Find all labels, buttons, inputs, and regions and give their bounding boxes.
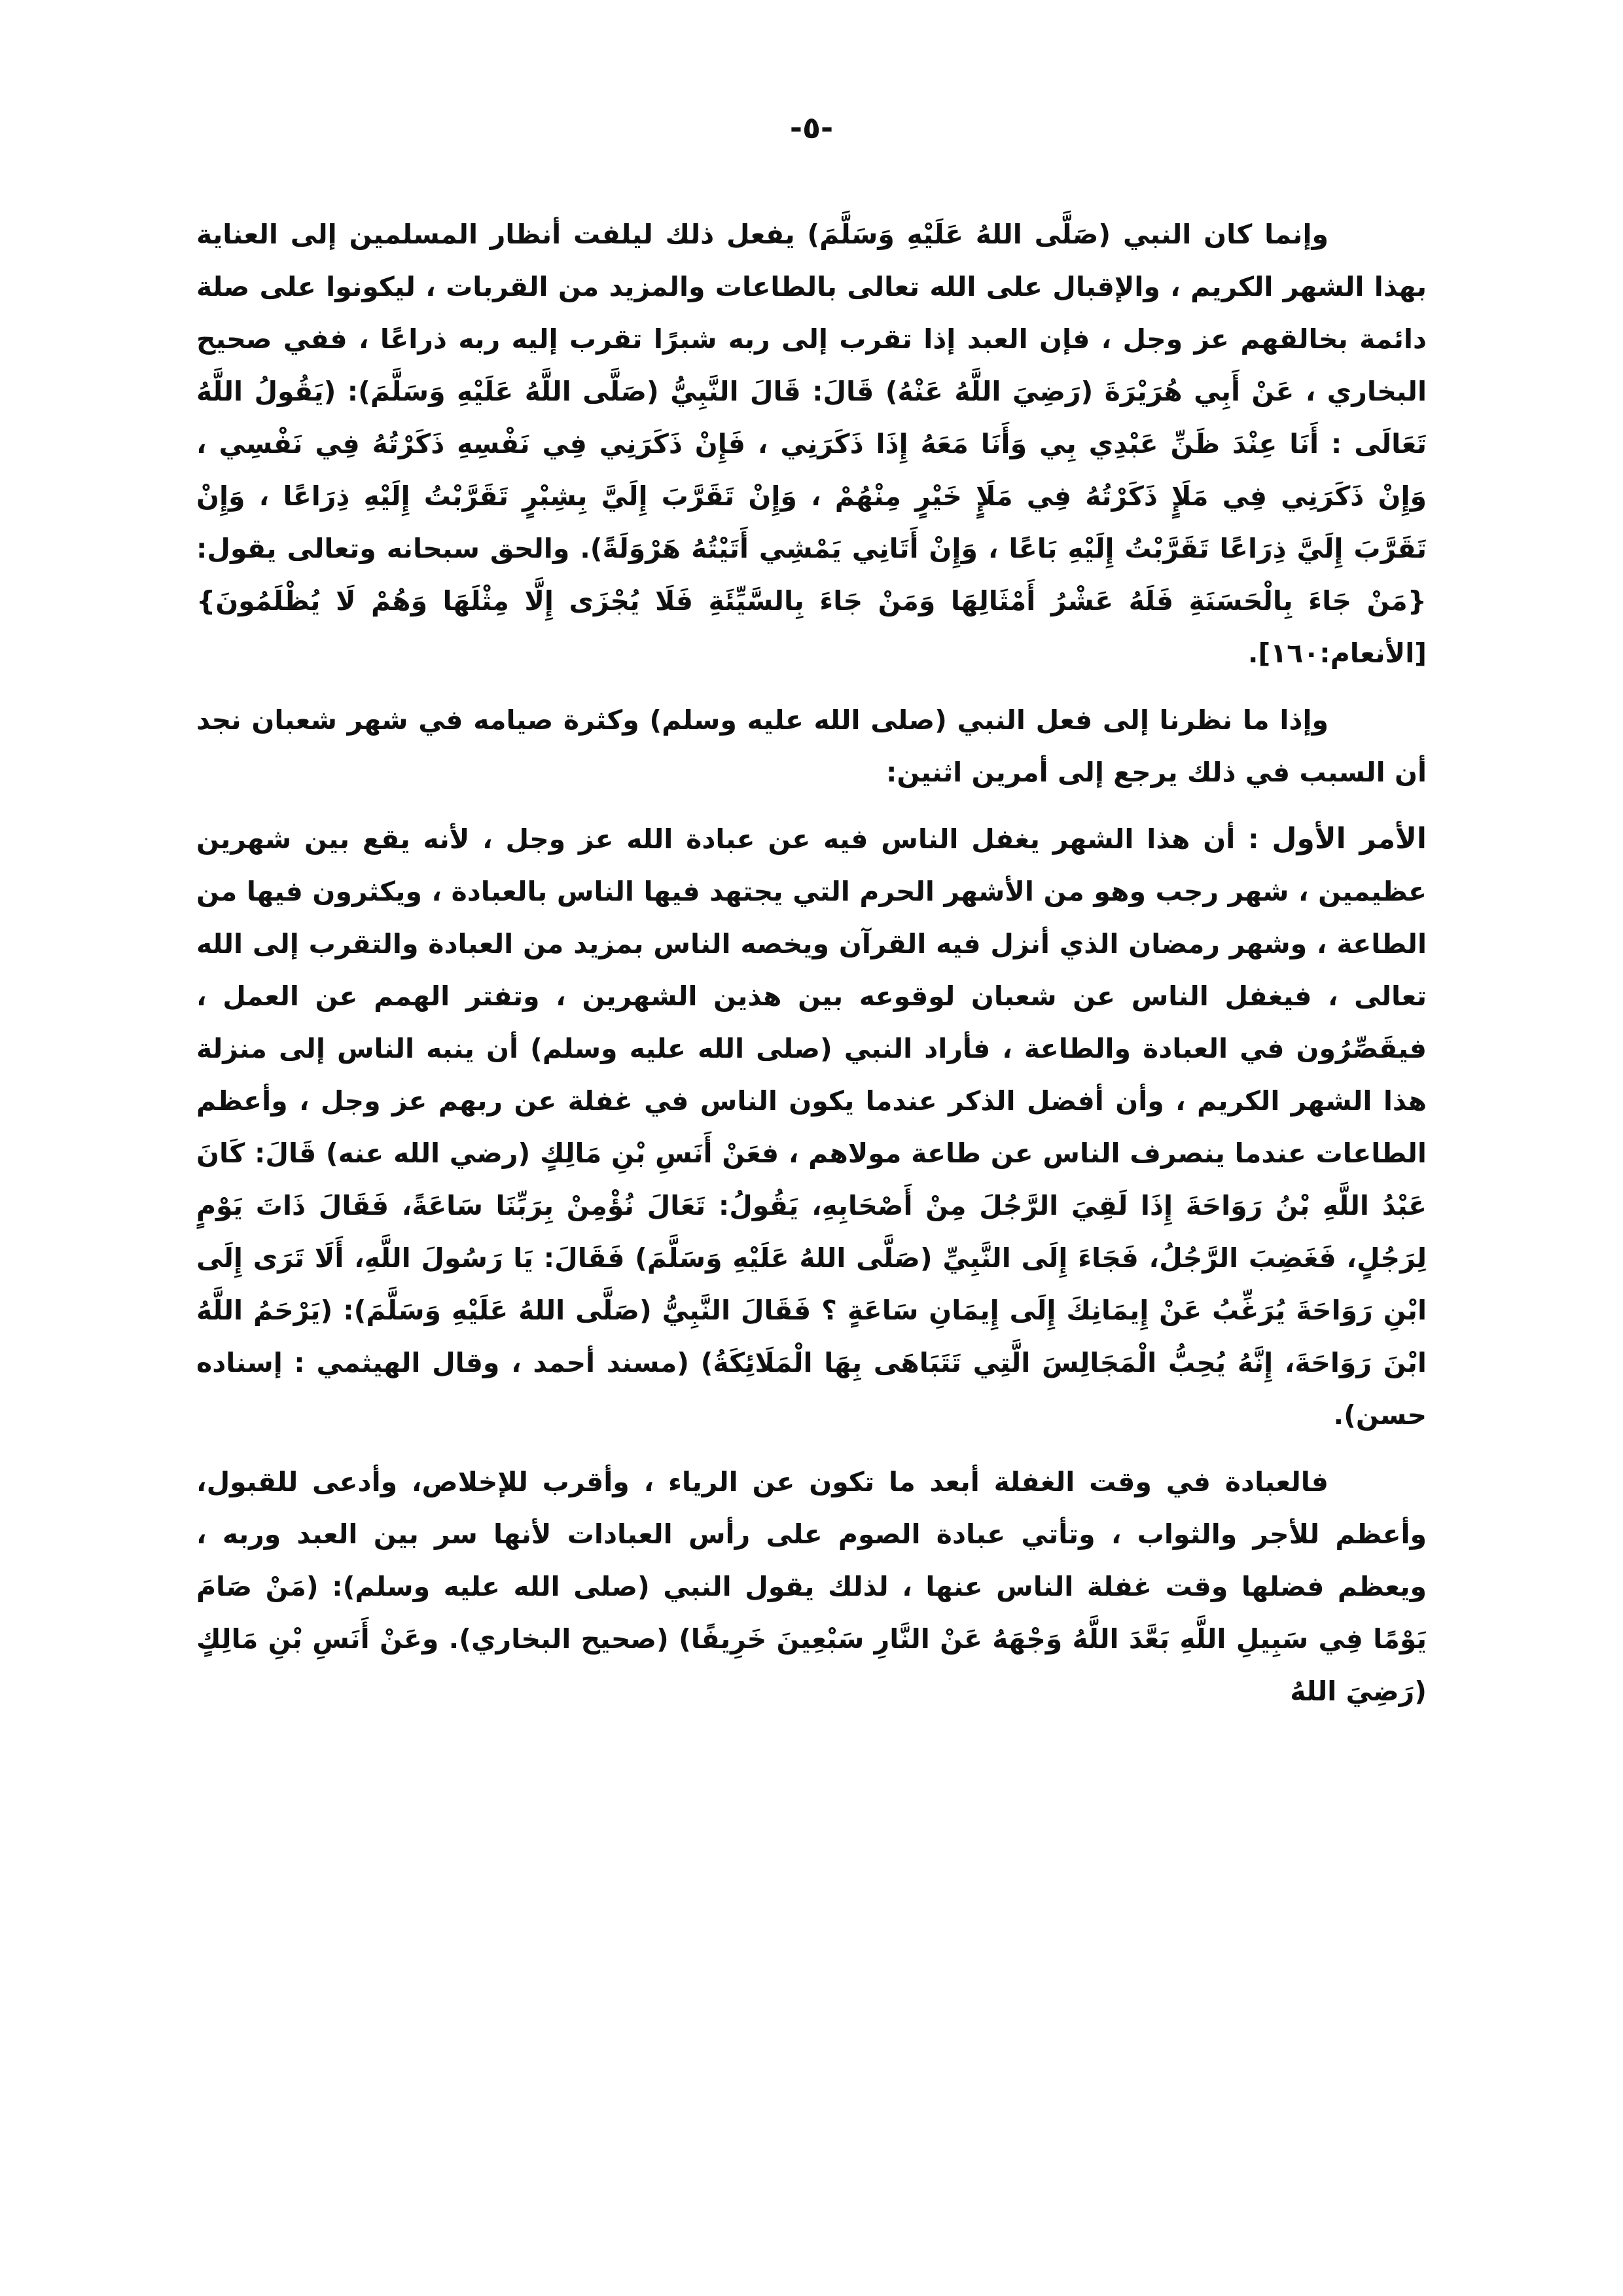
paragraph-4-text: فالعبادة في وقت الغفلة أبعد ما تكون عن الرياء ، وأقرب للإخلاص، وأدعى للقبول، وأعظم للأجر والثواب ، وتأتي عبادة الصوم على رأس العبادات لأنها سر بين العبد وربه ، ويعظم فضلها وقت غفلة الناس عنها ، لذلك يقول النبي (صلى الله عليه وسلم): (مَنْ صَامَ يَوْمًا فِي سَبِيلِ اللَّهِ بَعَّدَ اللَّهُ وَجْهَهُ عَنْ النَّارِ سَبْعِينَ خَرِيفًا) (صحيح البخاري). وعَنْ أَنَسِ بْنِ مَالِكٍ (رَضِيَ اللهُ: [196, 1466, 1427, 1707]
paragraph-3: [196, 813, 1427, 1441]
page-number: -٥-: [789, 110, 834, 145]
paragraph-3-text: : أن هذا الشهر يغفل الناس فيه عن عبادة الله عز وجل ، لأنه يقع بين شهرين عظيمين ، شهر رجب وهو من الأشهر الحرم التي يجتهد فيها الناس بالعبادة ، ويكثرون فيها من الطاعة ، وشهر رمضان الذي أنزل فيه القرآن ويخصه الناس بمزيد من العبادة والتقرب إلى الله تعالى ، فيغفل الناس عن شعبان لوقوعه بين هذين الشهرين ، وتفتر الهمم عن العمل ، فيقَصِّرُون في العبادة والطاعة ، فأراد النبي (صلى الله عليه وسلم) أن ينبه الناس إلى منزلة هذا الشهر الكريم ، وأن أفضل الذكر عندما يكون الناس في غفلة عن ربهم عز وجل ، وأعظم الطاعات عندما ينصرف الناس عن طاعة مولاهم ، فعَنْ أَنَسِ بْنِ مَالِكٍ (رضي الله عنه) قَالَ: كَانَ عَبْدُ اللَّهِ بْنُ رَوَاحَةَ إِذَا لَقِيَ الرَّجُلَ مِنْ أَصْحَابِهِ، يَقُولُ: تَعَالَ نُؤْمِنْ بِرَبِّنَا سَاعَةً، فَقَالَ ذَاتَ يَوْمٍ لِرَجُلٍ، فَغَضِبَ الرَّجُلُ، فَجَاءَ إِلَى النَّبِيِّ (صَلَّى اللهُ عَلَيْهِ وَسَلَّمَ) فَقَالَ: يَا رَسُولَ اللَّهِ، أَلَا تَرَى إِلَى ابْنِ رَوَاحَةَ يُرَغِّبُ عَنْ إِيمَانِكَ إِلَى إِيمَانِ سَاعَةٍ ؟ فَقَالَ النَّبِيُّ (صَلَّى اللهُ عَلَيْهِ وَسَلَّمَ): (يَرْحَمُ اللَّهُ ابْنَ رَوَاحَةَ، إِنَّهُ يُحِبُّ الْمَجَالِسَ الَّتِي تَتَبَاهَى بِهَا الْمَلَائِكَةُ) (مسند أحمد ، وقال الهيثمي : إسناده حسن).: [196, 823, 1427, 1431]
paragraph-1-text: وإنما كان النبي (صَلَّى اللهُ عَلَيْهِ وَسَلَّمَ) يفعل ذلك ليلفت أنظار المسلمين إلى العناية بهذا الشهر الكريم ، والإقبال على الله تعالى بالطاعات والمزيد من القربات ، ليكونوا على صلة دائمة بخالقهم عز وجل ، فإن العبد إذا تقرب إلى ربه شبرًا تقرب إليه ربه ذراعًا ، ففي صحيح البخاري ، عَنْ أَبِي هُرَيْرَةَ (رَضِيَ اللَّهُ عَنْهُ) قَالَ: قَالَ النَّبِيُّ (صَلَّى اللَّهُ عَلَيْهِ وَسَلَّمَ): (يَقُولُ اللَّهُ تَعَالَى : أَنَا عِنْدَ ظَنِّ عَبْدِي بِي وَأَنَا مَعَهُ إِذَا ذَكَرَنِي ، فَإِنْ ذَكَرَنِي فِي نَفْسِهِ ذَكَرْتُهُ فِي نَفْسِي ، وَإِنْ ذَكَرَنِي فِي مَلَإٍ ذَكَرْتُهُ فِي مَلَإٍ خَيْرٍ مِنْهُمْ ، وَإِنْ تَقَرَّبَ إِلَيَّ بِشِبْرٍ تَقَرَّبْتُ إِلَيْهِ ذِرَاعًا ، وَإِنْ تَقَرَّبَ إِلَيَّ ذِرَاعًا تَقَرَّبْتُ إِلَيْهِ بَاعًا ، وَإِنْ أَتَانِي يَمْشِي أَتَيْتُهُ هَرْوَلَةً). والحق سبحانه وتعالى يقول: {مَنْ جَاءَ بِالْحَسَنَةِ فَلَهُ عَشْرُ أَمْثَالِهَا وَمَنْ جَاءَ بِالسَّيِّئَةِ فَلَا يُجْزَى إِلَّا مِثْلَهَا وَهُمْ لَا يُظْلَمُونَ}[الأنعام:١٦٠].: [196, 219, 1427, 669]
document-body: [196, 208, 1427, 1732]
paragraph-3-lead: الأمر الأول: [1272, 822, 1427, 855]
paragraph-2: [196, 694, 1427, 798]
paragraph-2-text: وإذا ما نظرنا إلى فعل النبي (صلى الله عليه وسلم) وكثرة صيامه في شهر شعبان نجد أن السبب في ذلك يرجع إلى أمرين اثنين:: [196, 704, 1427, 788]
paragraph-1: [196, 208, 1427, 679]
paragraph-4: [196, 1456, 1427, 1717]
